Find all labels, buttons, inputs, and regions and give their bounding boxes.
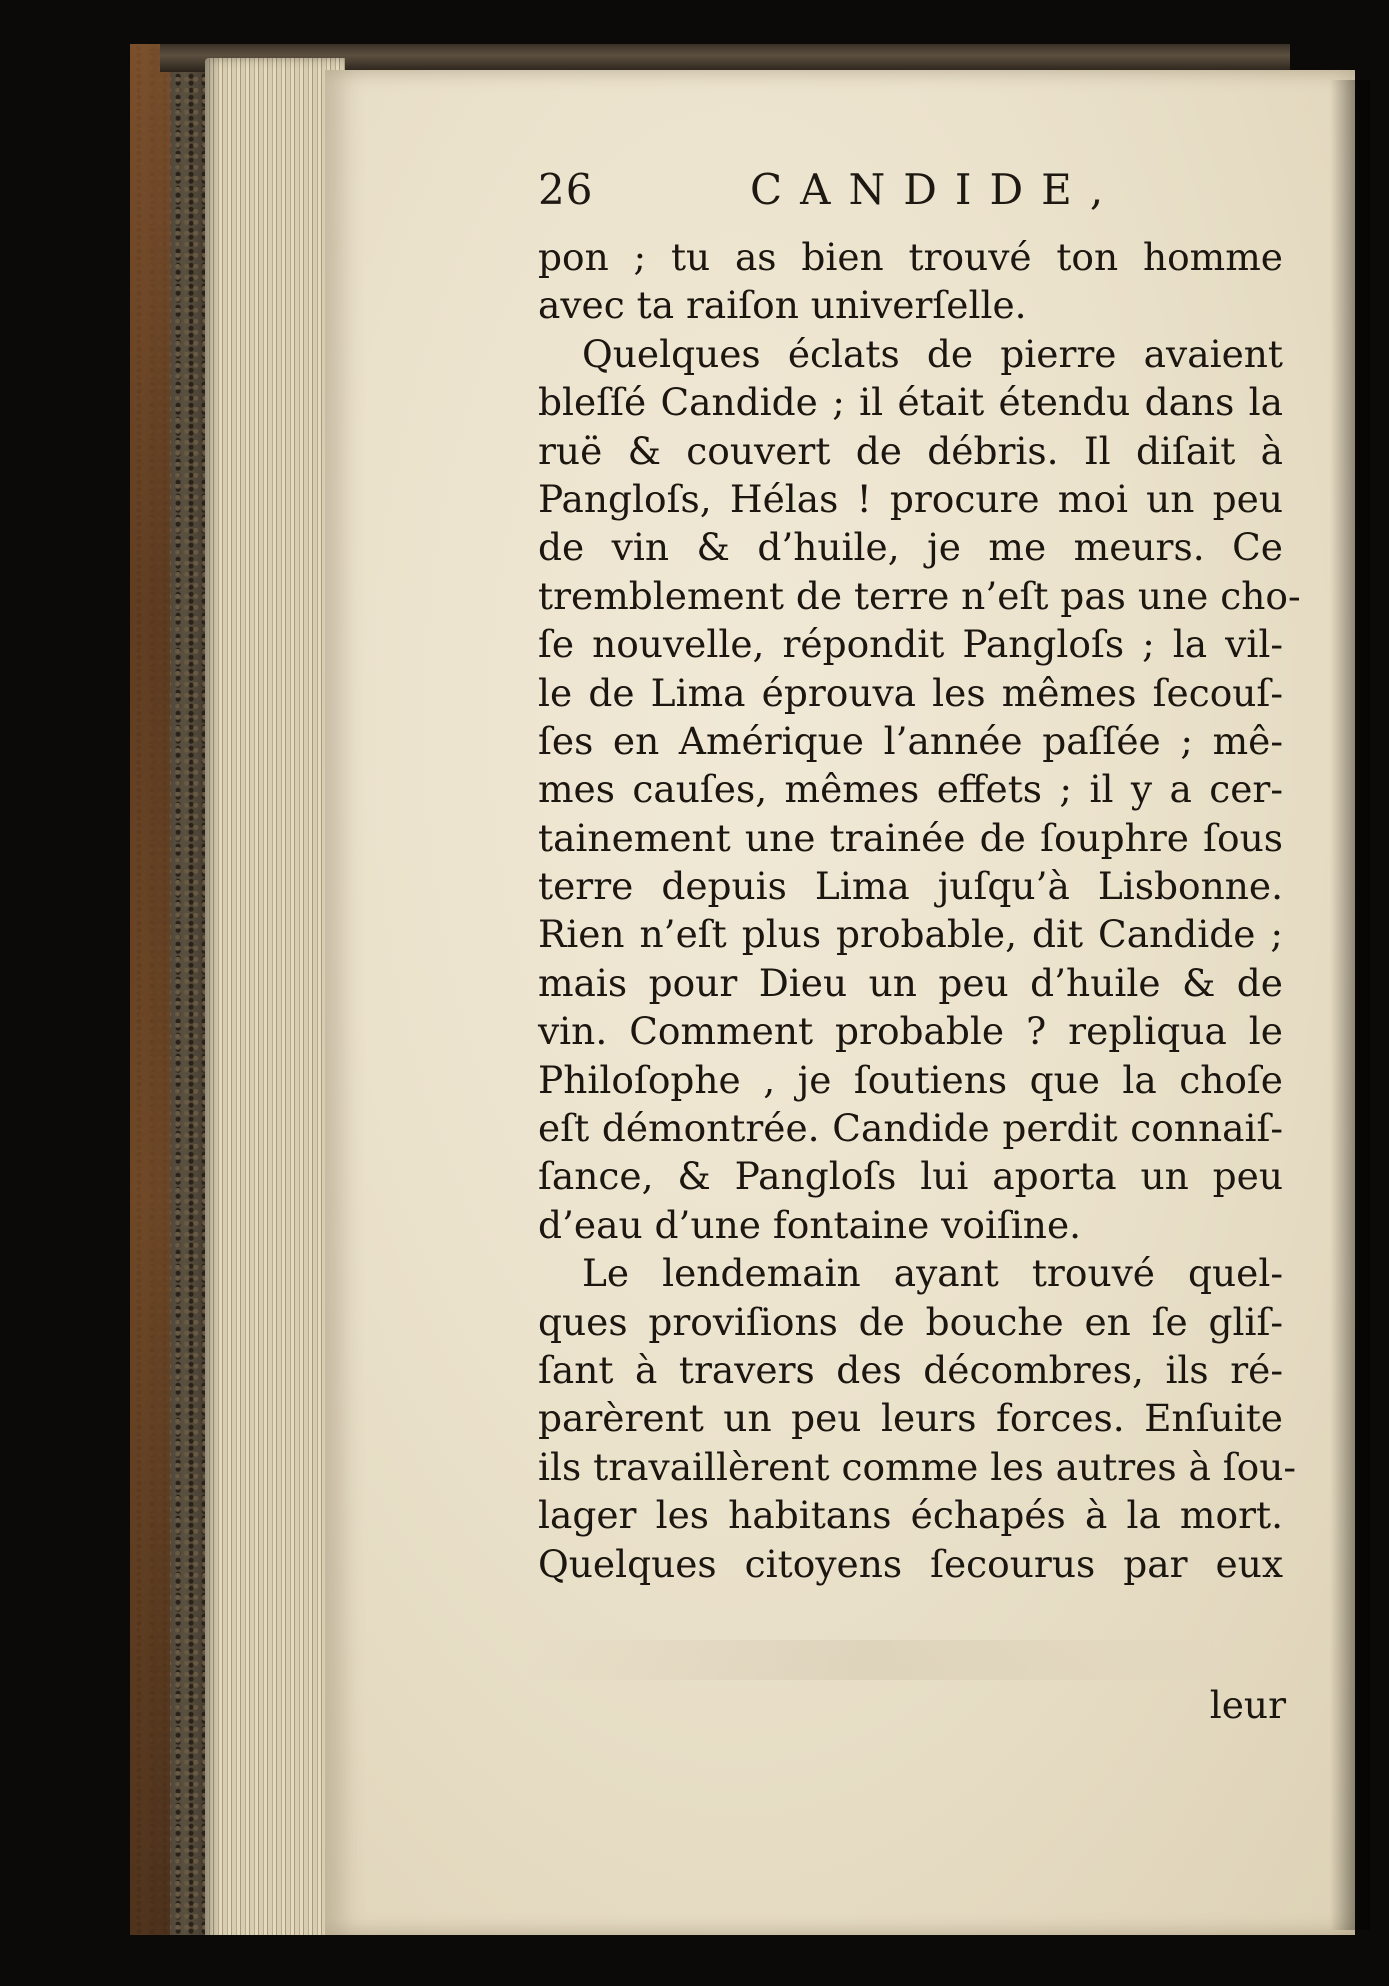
text-line: Rien n’eſt plus probable, dit Candide ; [538,912,1283,957]
text-line: parèrent un peu leurs forces. Enſuite [538,1396,1283,1441]
text-line: pon ; tu as bien trouvé ton homme [538,235,1283,279]
bottom-edge [130,1935,1310,1986]
running-title: CANDIDE, [750,165,1122,214]
text-line: bleſſé Candide ; il était étendu dans la [538,380,1283,425]
text-line: mais pour Dieu un peu d’huile & de [538,960,1283,1005]
text-line: avec ta raiſon univerſelle. [538,283,1027,328]
text-line: ſe nouvelle, répondit Pangloſs ; la vil- [538,622,1283,667]
text-line: terre depuis Lima juſqu’à Lisbonne. [538,864,1283,909]
text-line: Pangloſs, Hélas ! procure moi un peu [538,476,1283,521]
text-line: Le lendemain ayant trouvé quel- [582,1251,1283,1296]
text-line: ſant à travers des décombres, ils ré- [538,1347,1283,1392]
page-body [538,233,1301,1588]
text-line: Quelques éclats de pierre avaient [582,331,1283,376]
text-line: eſt démontrée. Candide perdit connaiſ- [538,1106,1283,1151]
catchword: leur [1209,1683,1286,1727]
text-line: Quelques citoyens ſecourus par eux [538,1541,1283,1586]
gutter-shadow [1330,80,1370,1930]
text-line: lager les habitans échapés à la mort. [538,1493,1283,1538]
text-line: ſance, & Pangloſs lui aporta un peu [538,1154,1283,1199]
text-line: mes cauſes, mêmes effets ; il y a cer- [538,767,1283,812]
text-line: vin. Comment probable ? repliqua le [538,1009,1283,1054]
show-through-ghost [520,1640,1220,1680]
text-line: Philoſophe , je ſoutiens que la choſe [538,1057,1283,1102]
page-header [538,165,1278,225]
text-line: tremblement de terre n’eſt pas une cho- [538,573,1301,618]
text-line: ils travaillèrent comme les autres à ſou- [538,1444,1297,1489]
text-line: ſes en Amérique l’année paſſée ; mê- [538,718,1283,763]
text-line: le de Lima éprouva les mêmes ſecouſ- [538,670,1283,715]
text-line: d’eau d’une fontaine voiſine. [538,1202,1082,1247]
text-line: ques proviſions de bouche en ſe gliſ- [538,1299,1283,1344]
leather-spine [130,44,170,1964]
text-line: tainement une trainée de ſouphre ſous [538,815,1283,860]
text-line: de vin & d’huile, je me meurs. Ce [538,525,1283,570]
page-number: 26 [538,165,594,214]
page-edges [205,58,345,1943]
text-line: ruë & couvert de débris. Il diſait à [538,428,1283,473]
